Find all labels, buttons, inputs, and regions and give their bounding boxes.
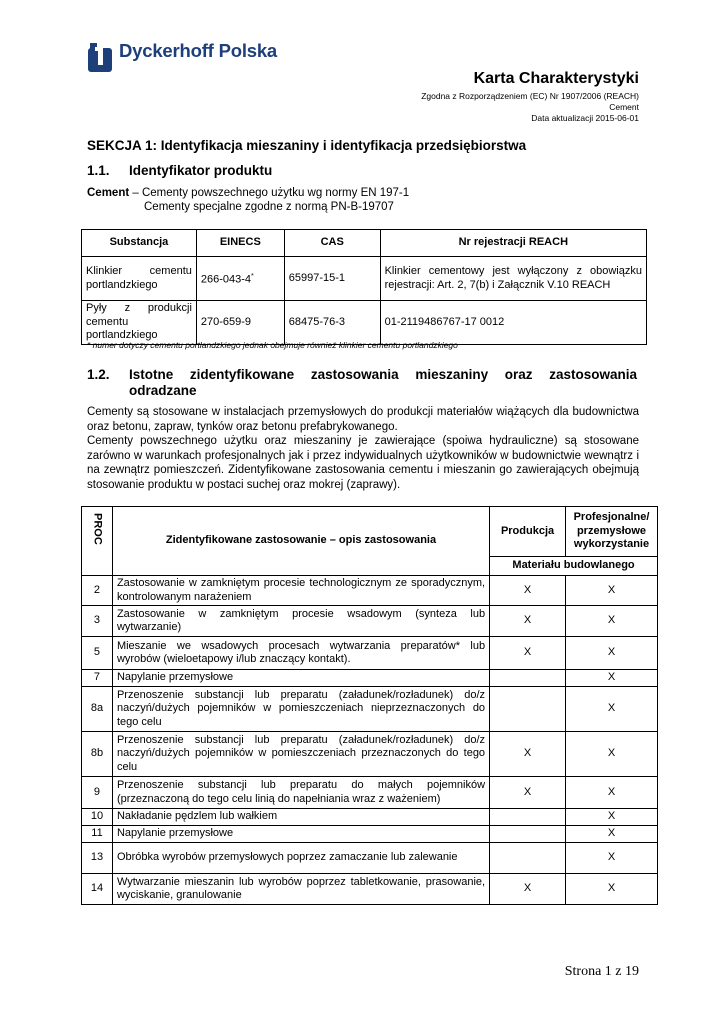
proc-cell: 13 xyxy=(82,843,113,874)
table-header-row xyxy=(82,507,658,557)
professional-cell: X xyxy=(566,777,658,809)
table-header-row xyxy=(82,230,647,257)
proc-cell: 10 xyxy=(82,809,113,826)
reach-cell: Klinkier cementowy jest wyłączony z obowiązku rejestracji: Art. 2, 7(b) i Załącznik V.10 REACH xyxy=(380,257,646,301)
description-cell: Mieszanie we wsadowych procesach wytwarzania preparatów* lub wyrobów (wieloetapowy i/lub znaczący kontakt). xyxy=(112,637,489,670)
reach-cell: 01-2119486767-17 0012 xyxy=(380,301,646,345)
proc-label: PROC xyxy=(91,513,104,545)
description-cell: Napylanie przemysłowe xyxy=(112,670,489,687)
description-cell: Wytwarzanie mieszanin lub wyrobów poprzez tabletkowanie, prasowanie, wyciskanie, granulowanie xyxy=(112,874,489,905)
proc-cell: 8a xyxy=(82,687,113,732)
description-cell: Przenoszenie substancji lub preparatu do małych pojemników (przeznaczoną do tego celu linią do napełniania wraz z ważeniem) xyxy=(112,777,489,809)
proc-cell: 2 xyxy=(82,576,113,606)
header-einecs: EINECS xyxy=(196,230,284,257)
table-row xyxy=(82,670,658,687)
product-identifier xyxy=(87,186,409,214)
production-cell: X xyxy=(490,576,566,606)
production-cell xyxy=(490,670,566,687)
page-number: Strona 1 z 19 xyxy=(564,964,639,979)
product-line-1: – Cementy powszechnego użytku wg normy EN 197-1 xyxy=(129,187,410,199)
header-cas: CAS xyxy=(284,230,380,257)
professional-cell: X xyxy=(566,809,658,826)
description-cell: Zastosowanie w zamkniętym procesie wsadowym (synteza lub wytwarzanie) xyxy=(112,606,489,637)
professional-cell: X xyxy=(566,687,658,732)
subsection-heading: Identyfikator produktu xyxy=(129,163,273,178)
table-row xyxy=(82,826,658,843)
section-title: SEKCJA 1: Identyfikacja mieszaniny i identyfikacja przedsiębiorstwa xyxy=(87,138,527,153)
professional-cell: X xyxy=(566,576,658,606)
table-row xyxy=(82,777,658,809)
document-title: Karta Charakterystyki xyxy=(473,70,639,87)
table-row xyxy=(82,732,658,777)
production-cell xyxy=(490,826,566,843)
professional-cell: X xyxy=(566,874,658,905)
description-cell: Zastosowanie w zamkniętym procesie technologicznym ze sporadycznym, kontrolowanym narażeniem xyxy=(112,576,489,606)
description-cell: Obróbka wyrobów przemysłowych poprzez zamaczanie lub zalewanie xyxy=(112,843,489,874)
update-date: Data aktualizacji 2015-06-01 xyxy=(531,113,639,123)
cas-cell: 68475-76-3 xyxy=(284,301,380,345)
header-professional: Profesjonalne/ przemysłowe wykorzystanie xyxy=(566,507,658,557)
company-name: Dyckerhoff Polska xyxy=(119,40,278,61)
description-cell: Przenoszenie substancji lub preparatu (załadunek/rozładunek) do/z naczyń/dużych pojemników w pomieszczeniach nieprzeznaczonych do tego celu xyxy=(112,687,489,732)
cas-cell: 65997-15-1 xyxy=(284,257,380,301)
paragraph: Cementy powszechnego użytku oraz mieszaniny je zawierające (spoiwa hydrauliczne) są stosowane zarówno w warunkach profesjonalnych jak i przez indywidualnych użytkowników w budownictwie wewnątrz i na zewnątrz pomieszczeń. Zidentyfikowane zastosowania cementu i mieszanin go zawierających obejmują stosowanie produktu w postaci suchej oraz mokrej (zaprawy). xyxy=(87,435,639,491)
production-cell: X xyxy=(490,732,566,777)
production-cell: X xyxy=(490,777,566,809)
professional-cell: X xyxy=(566,843,658,874)
subsection-1-1-title xyxy=(87,163,272,178)
table-row xyxy=(82,576,658,606)
proc-cell: 9 xyxy=(82,777,113,809)
description-cell: Napylanie przemysłowe xyxy=(112,826,489,843)
product-line: Cement xyxy=(609,102,639,112)
header-description: Zidentyfikowane zastosowanie – opis zastosowania xyxy=(112,507,489,576)
proc-cell: 3 xyxy=(82,606,113,637)
subsection-1-2-title xyxy=(87,367,639,399)
table-row xyxy=(82,606,658,637)
einecs-footnote-mark: * xyxy=(251,272,254,280)
regulation-line: Zgodna z Rozporządzeniem (EC) Nr 1907/2006 (REACH) xyxy=(421,91,639,101)
proc-cell: 8b xyxy=(82,732,113,777)
table-row xyxy=(82,257,647,301)
einecs-cell xyxy=(196,257,284,301)
substance-cell: Pyły z produkcji cementu portlandzkiego xyxy=(82,301,197,345)
product-name: Cement xyxy=(87,187,130,199)
paragraph: Cementy są stosowane w instalacjach przemysłowych do produkcji materiałów wiążących dla budownictwa oraz betonu, zapraw, tynków oraz betonu prefabrykowanego. xyxy=(87,406,639,433)
einecs-cell: 270-659-9 xyxy=(196,301,284,345)
product-line-2: Cementy specjalne zgodne z normą PN-B-19707 xyxy=(144,201,394,213)
header-reach: Nr rejestracji REACH xyxy=(380,230,646,257)
table-footnote: * numer dotyczy cementu portlandzkiego jednak obejmuje również klinkier cementu portlandzkiego xyxy=(87,340,458,350)
uses-table xyxy=(81,506,658,905)
company-logo-icon xyxy=(87,43,113,73)
subsection-heading: Istotne zidentyfikowane zastosowania mieszaniny oraz zastosowania odradzane xyxy=(129,367,637,398)
production-cell: X xyxy=(490,874,566,905)
substances-table xyxy=(81,229,647,345)
description-cell: Nakładanie pędzlem lub wałkiem xyxy=(112,809,489,826)
table-row xyxy=(82,637,658,670)
substance-cell: Klinkier cementu portlandzkiego xyxy=(82,257,197,301)
table-row xyxy=(82,874,658,905)
proc-cell: 7 xyxy=(82,670,113,687)
subsection-number: 1.1. xyxy=(87,163,110,178)
professional-cell: X xyxy=(566,670,658,687)
production-cell xyxy=(490,687,566,732)
description-cell: Przenoszenie substancji lub preparatu (załadunek/rozładunek) do/z naczyń/dużych pojemników w pomieszczeniach przeznaczonych do tego celu xyxy=(112,732,489,777)
professional-cell: X xyxy=(566,606,658,637)
header-substance: Substancja xyxy=(82,230,197,257)
production-cell xyxy=(490,809,566,826)
table-row xyxy=(82,301,647,345)
table-row xyxy=(82,687,658,732)
proc-cell: 11 xyxy=(82,826,113,843)
subsection-number: 1.2. xyxy=(87,367,110,382)
header-production: Produkcja xyxy=(490,507,566,557)
professional-cell: X xyxy=(566,826,658,843)
table-row xyxy=(82,843,658,874)
proc-cell: 14 xyxy=(82,874,113,905)
production-cell: X xyxy=(490,637,566,670)
einecs-value: 266-043-4 xyxy=(200,273,252,286)
professional-cell: X xyxy=(566,732,658,777)
professional-cell: X xyxy=(566,637,658,670)
subheader-material: Materiału budowlanego xyxy=(490,557,658,576)
production-cell: X xyxy=(490,606,566,637)
header-proc xyxy=(82,507,113,576)
table-row xyxy=(82,809,658,826)
production-cell xyxy=(490,843,566,874)
proc-cell: 5 xyxy=(82,637,113,670)
